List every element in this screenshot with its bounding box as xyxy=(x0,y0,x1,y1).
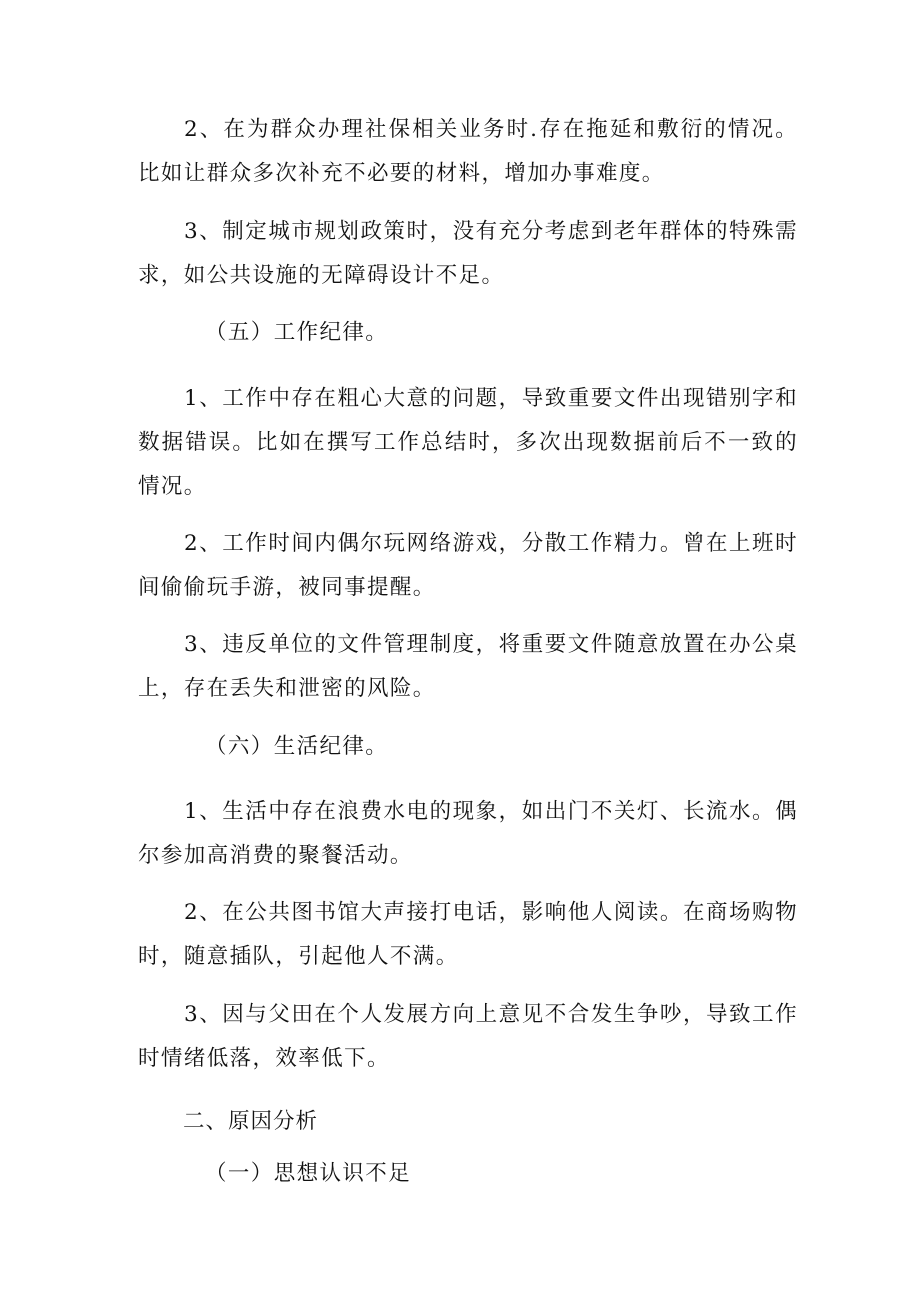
paragraph-public-behavior: 2、在公共图书馆大声接打电话，影响他人阅读。在商场购物时，随意插队，引起他人不满。 xyxy=(138,900,798,969)
section-life-discipline: （六）生活纪律。 xyxy=(205,734,389,759)
paragraph-online-games: 2、工作时间内偶尔玩网络游戏，分散工作精力。曾在上班时间偷偷玩手游，被同事提醒。 xyxy=(138,531,798,600)
heading-cause-analysis: 二、原因分析 xyxy=(183,1109,319,1134)
paragraph-social-security: 2、在为群众办理社保相关业务时.存在拖延和敷衍的情况。比如让群众多次补充不必要的材料，增加办事难度。 xyxy=(138,117,798,186)
paragraph-waste: 1、生活中存在浪费水电的现象，如出门不关灯、长流水。偶尔参加高消费的聚餐活动。 xyxy=(138,799,798,868)
section-work-discipline: （五）工作纪律。 xyxy=(205,320,389,345)
paragraph-family-conflict: 3、因与父田在个人发展方向上意见不合发生争吵，导致工作时情绪低落，效率低下。 xyxy=(138,1002,798,1071)
section-ideological-awareness: （一）思想认识不足 xyxy=(205,1161,412,1186)
paragraph-careless-errors: 1、工作中存在粗心大意的问题，导致重要文件出现错别字和数据错误。比如在撰写工作总结时，多次出现数据前后不一致的情况。 xyxy=(138,386,798,499)
paragraph-urban-planning: 3、制定城市规划政策时，没有充分考虑到老年群体的特殊需求，如公共设施的无障碍设计不足。 xyxy=(138,219,798,288)
paragraph-file-management: 3、违反单位的文件管理制度，将重要文件随意放置在办公桌上，存在丢失和泄密的风险。 xyxy=(138,632,798,701)
